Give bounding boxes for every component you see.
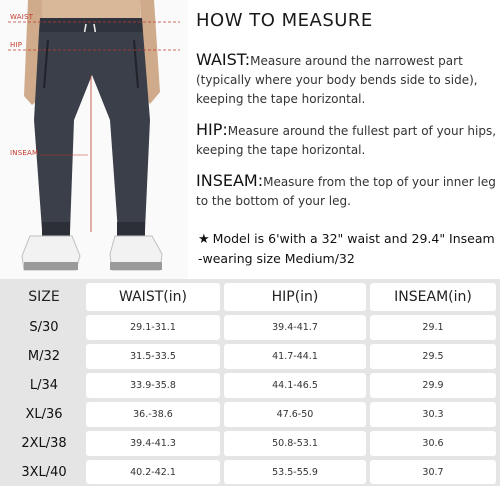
size-cell: M/32	[6, 344, 82, 369]
size-cell: XL/36	[6, 402, 82, 427]
table-row	[0, 373, 500, 398]
hip-cell: 50.8-53.1	[224, 431, 366, 456]
header-size: SIZE	[6, 283, 82, 311]
header-inseam: INSEAM(in)	[370, 283, 496, 311]
hip-cell: 44.1-46.5	[224, 373, 366, 398]
waist-cell: 31.5-33.5	[86, 344, 220, 369]
size-cell: 2XL/38	[6, 431, 82, 456]
table-header-row	[0, 283, 500, 311]
waist-cell: 39.4-41.3	[86, 431, 220, 456]
size-cell: L/34	[6, 373, 82, 398]
model-note-text: Model is 6'with a 32" waist and 29.4" Inseam -wearing size Medium/32	[198, 231, 495, 266]
header-waist: WAIST(in)	[86, 283, 220, 311]
hip-tag: HIP	[10, 41, 23, 49]
table-row	[0, 402, 500, 427]
inseam-cell: 29.9	[370, 373, 496, 398]
left-cuff	[42, 222, 70, 236]
waist-cell: 33.9-35.8	[86, 373, 220, 398]
inseam-cell: 29.5	[370, 344, 496, 369]
size-chart-table	[0, 279, 500, 486]
hip-instruction	[196, 120, 496, 160]
waist-cell: 36.-38.6	[86, 402, 220, 427]
table-row	[0, 315, 500, 340]
header-hip: HIP(in)	[224, 283, 366, 311]
waist-text: Measure around the narrowest part (typically where your body bends side to side), keeping the tape horizontal.	[196, 54, 478, 106]
waist-cell: 29.1-31.1	[86, 315, 220, 340]
inseam-tag: INSEAM	[10, 149, 39, 157]
inseam-instruction	[196, 171, 496, 211]
jogger-pants-illustration	[0, 0, 188, 280]
guide-title: HOW TO MEASURE	[196, 10, 373, 31]
waist-instruction	[196, 50, 496, 109]
hip-cell: 47.6-50	[224, 402, 366, 427]
inseam-cell: 30.6	[370, 431, 496, 456]
waist-cell: 40.2-42.1	[86, 460, 220, 484]
model-note	[198, 229, 498, 268]
star-icon: ★	[198, 232, 210, 247]
pants-body	[34, 32, 150, 232]
inseam-cell: 30.3	[370, 402, 496, 427]
waist-heading: WAIST:	[196, 50, 251, 69]
hip-cell: 39.4-41.7	[224, 315, 366, 340]
inseam-text: Measure from the top of your inner leg to the bottom of your leg.	[196, 175, 496, 208]
hip-cell: 41.7-44.1	[224, 344, 366, 369]
waistband	[39, 18, 143, 32]
right-shoe-sole	[110, 262, 162, 270]
table-row	[0, 460, 500, 484]
left-shoe-sole	[24, 262, 78, 270]
right-cuff	[117, 222, 145, 236]
hip-heading: HIP:	[196, 120, 228, 139]
inseam-heading: INSEAM:	[196, 171, 264, 190]
hip-text: Measure around the fullest part of your hips, keeping the tape horizontal.	[196, 124, 497, 157]
product-photo	[0, 0, 188, 280]
hip-cell: 53.5-55.9	[224, 460, 366, 484]
inseam-cell: 29.1	[370, 315, 496, 340]
waist-tag: WAIST	[10, 13, 34, 21]
table-row	[0, 431, 500, 456]
size-cell: S/30	[6, 315, 82, 340]
table-row	[0, 344, 500, 369]
size-cell: 3XL/40	[6, 460, 82, 484]
inseam-cell: 30.7	[370, 460, 496, 484]
